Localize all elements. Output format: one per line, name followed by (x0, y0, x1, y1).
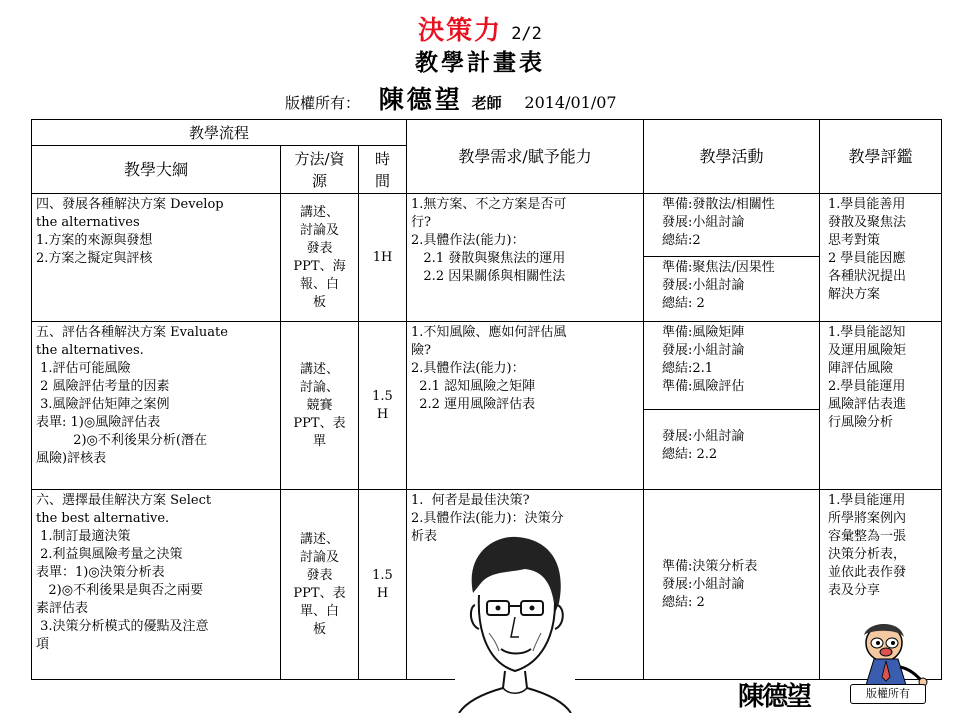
text-line: 1.學員能認知 (828, 325, 906, 340)
text-line: 發展:小組討論 (662, 429, 745, 444)
activity-cell (644, 257, 820, 322)
text-line: 板 (312, 621, 326, 637)
text-line: PPT、海 (293, 258, 346, 274)
text-line: 發展:小組討論 (662, 278, 745, 293)
text-line: 2.方案之擬定與評核 (36, 251, 153, 266)
document-title (0, 10, 960, 47)
evaluation-cell (820, 194, 942, 322)
text-line: 各種狀況提出 (828, 269, 907, 284)
text-line: 總結: 2 (662, 594, 705, 610)
title-text: 決策力 (418, 16, 503, 46)
needs-cell (407, 194, 644, 322)
text-line: 1.5 (372, 567, 393, 583)
text-line: 1.學員能運用 (828, 493, 906, 508)
time-cell (359, 322, 407, 490)
text-line: 討論及 (299, 549, 339, 565)
evaluation-cell (820, 322, 942, 490)
text-line: PPT、表 (293, 415, 346, 431)
text-line: H (376, 585, 389, 601)
text-line: 2 學員能因應 (828, 251, 906, 266)
outline-cell (32, 322, 281, 490)
text-line: 討論、 (299, 379, 339, 395)
text-line: 表單：1)◎決策分析表 (36, 565, 165, 580)
text-line: 風險)評核表 (36, 451, 107, 466)
text-line: 表及分享 (828, 583, 881, 598)
text-line: 1.學員能善用 (828, 197, 906, 212)
text-line: 五、評估各種解決方案 Evaluate (36, 325, 228, 340)
author-title: 老師 (471, 94, 502, 112)
page-number: 2/2 (511, 24, 542, 44)
text-line: 2.利益與風險考量之決策 (36, 547, 183, 562)
text-line: 2.具體作法(能力)：決策分 (411, 511, 564, 526)
text-line: 講述、 (299, 204, 339, 220)
header-evaluation: 教學評鑑 (820, 120, 942, 194)
activity-cell (644, 322, 820, 410)
text-line: 所學將案例內 (828, 511, 907, 526)
author-name: 陳德望 (378, 85, 463, 114)
text-line: 並依此表作發 (828, 565, 907, 580)
portrait-sketch-image (455, 533, 575, 713)
header-time: 時間 (359, 146, 407, 194)
text-line: the alternatives. (36, 343, 144, 358)
text-line: 講述、 (299, 531, 339, 547)
text-line: 板 (312, 294, 326, 310)
text-line: 3.風險評估矩陣之案例 (36, 397, 170, 412)
text-line: 準備:決策分析表 (662, 558, 758, 574)
text-line: 總結:2 (662, 233, 701, 248)
text-line: 陣評估風險 (828, 361, 894, 376)
text-line: 競賽 (306, 397, 333, 413)
text-line: 1H (372, 249, 393, 265)
text-line: 1.方案的來源與發想 (36, 233, 153, 248)
text-line: 險? (411, 343, 431, 358)
text-line: 3.決策分析模式的優點及注意 (36, 619, 209, 634)
text-line: 2)◎不利後果是與否之兩要 (36, 583, 204, 598)
text-line: 發展:小組討論 (662, 215, 745, 230)
text-line: PPT、表 (293, 585, 346, 601)
text-line: 總結:2.1 (662, 361, 714, 376)
text-line: the best alternative. (36, 511, 170, 526)
text-line: 總結: 2 (662, 296, 705, 311)
text-line: 準備:風險評估 (662, 379, 745, 394)
text-line: 1.不知風險、應如何評估風 (411, 325, 567, 340)
text-line: 2.1 認知風險之矩陣 (411, 379, 536, 394)
subtitle: 教學計畫表 (415, 49, 545, 76)
text-line: 2.具體作法(能力)： (411, 361, 525, 376)
text-line: 2)◎不利後果分析(潛在 (36, 433, 207, 448)
text-line: H (376, 406, 389, 422)
text-line: 四、發展各種解決方案 Develop (36, 197, 224, 212)
method-cell (281, 322, 359, 490)
header-needs: 教學需求/賦予能力 (407, 120, 644, 194)
text-line: 六、選擇最佳解決方案 Select (36, 493, 212, 508)
time-cell (359, 194, 407, 322)
time-cell (359, 490, 407, 680)
text-line: 報、白 (299, 276, 339, 292)
text-line: 2.2 運用風險評估表 (411, 397, 536, 412)
copyright-label: 版權所有： (285, 94, 361, 112)
text-line: 行風險分析 (828, 415, 894, 430)
text-line: 析表 (411, 529, 438, 544)
text-line: 行? (411, 215, 431, 230)
text-line: 2.學員能運用 (828, 379, 906, 394)
needs-cell (407, 322, 644, 490)
text-line: 發散及聚焦法 (828, 215, 907, 230)
text-line: 項 (36, 637, 50, 652)
text-line: 發展:小組討論 (662, 576, 745, 592)
header-activity: 教學活動 (644, 120, 820, 194)
text-line: 解決方案 (828, 287, 881, 302)
outline-cell (32, 490, 281, 680)
header-process: 教學流程 (32, 120, 407, 146)
text-line: 發表 (306, 240, 333, 256)
activity-cell (644, 194, 820, 257)
text-line: 素評估表 (36, 601, 89, 616)
text-line: 表單: 1)◎風險評估表 (36, 415, 161, 430)
text-line: 討論及 (299, 222, 339, 238)
document-date: 2014/01/07 (524, 93, 617, 112)
activity-cell (644, 490, 820, 680)
text-line: 風險評估表進 (828, 397, 907, 412)
text-line: 1.評估可能風險 (36, 361, 131, 376)
text-line: 思考對策 (828, 233, 881, 248)
outline-cell (32, 194, 281, 322)
text-line: 發表 (306, 567, 333, 583)
text-line: 總結: 2.2 (662, 447, 718, 462)
text-line: 講述、 (299, 361, 339, 377)
header-outline: 教學大綱 (32, 146, 281, 194)
text-line: 1.制訂最適決策 (36, 529, 131, 544)
text-line: 1.5 (372, 388, 393, 404)
text-line: 準備:風險矩陣 (662, 325, 745, 340)
text-line: 容彙整為一張 (828, 529, 907, 544)
text-line: 決策分析表， (828, 547, 907, 562)
text-line: 發展:小組討論 (662, 343, 745, 358)
activity-cell (644, 410, 820, 490)
text-line: 2.1 發散與聚焦法的運用 (411, 251, 566, 266)
method-cell (281, 194, 359, 322)
text-line: 2.具體作法(能力)： (411, 233, 525, 248)
text-line: 2 風險評估考量的因素 (36, 379, 170, 394)
author-logo: 陳德望 (738, 682, 811, 712)
method-cell (281, 490, 359, 680)
copyright-tag: 版權所有 (850, 684, 926, 704)
text-line: 1. 何者是最佳決策? (411, 493, 530, 508)
cartoon-mascot-image (842, 615, 932, 690)
text-line: 及運用風險矩 (828, 343, 907, 358)
text-line: 單 (312, 433, 326, 449)
text-line: 單、白 (299, 603, 339, 619)
text-line: 準備:發散法/相關性 (662, 197, 775, 212)
header-method: 方法/資源 (281, 146, 359, 194)
text-line: 1.無方案、不之方案是否可 (411, 197, 567, 212)
text-line: 2.2 因果關係與相關性法 (411, 269, 566, 284)
text-line: 準備:聚焦法/因果性 (662, 260, 775, 275)
text-line: the alternatives (36, 215, 140, 230)
copyright-line (285, 80, 617, 116)
